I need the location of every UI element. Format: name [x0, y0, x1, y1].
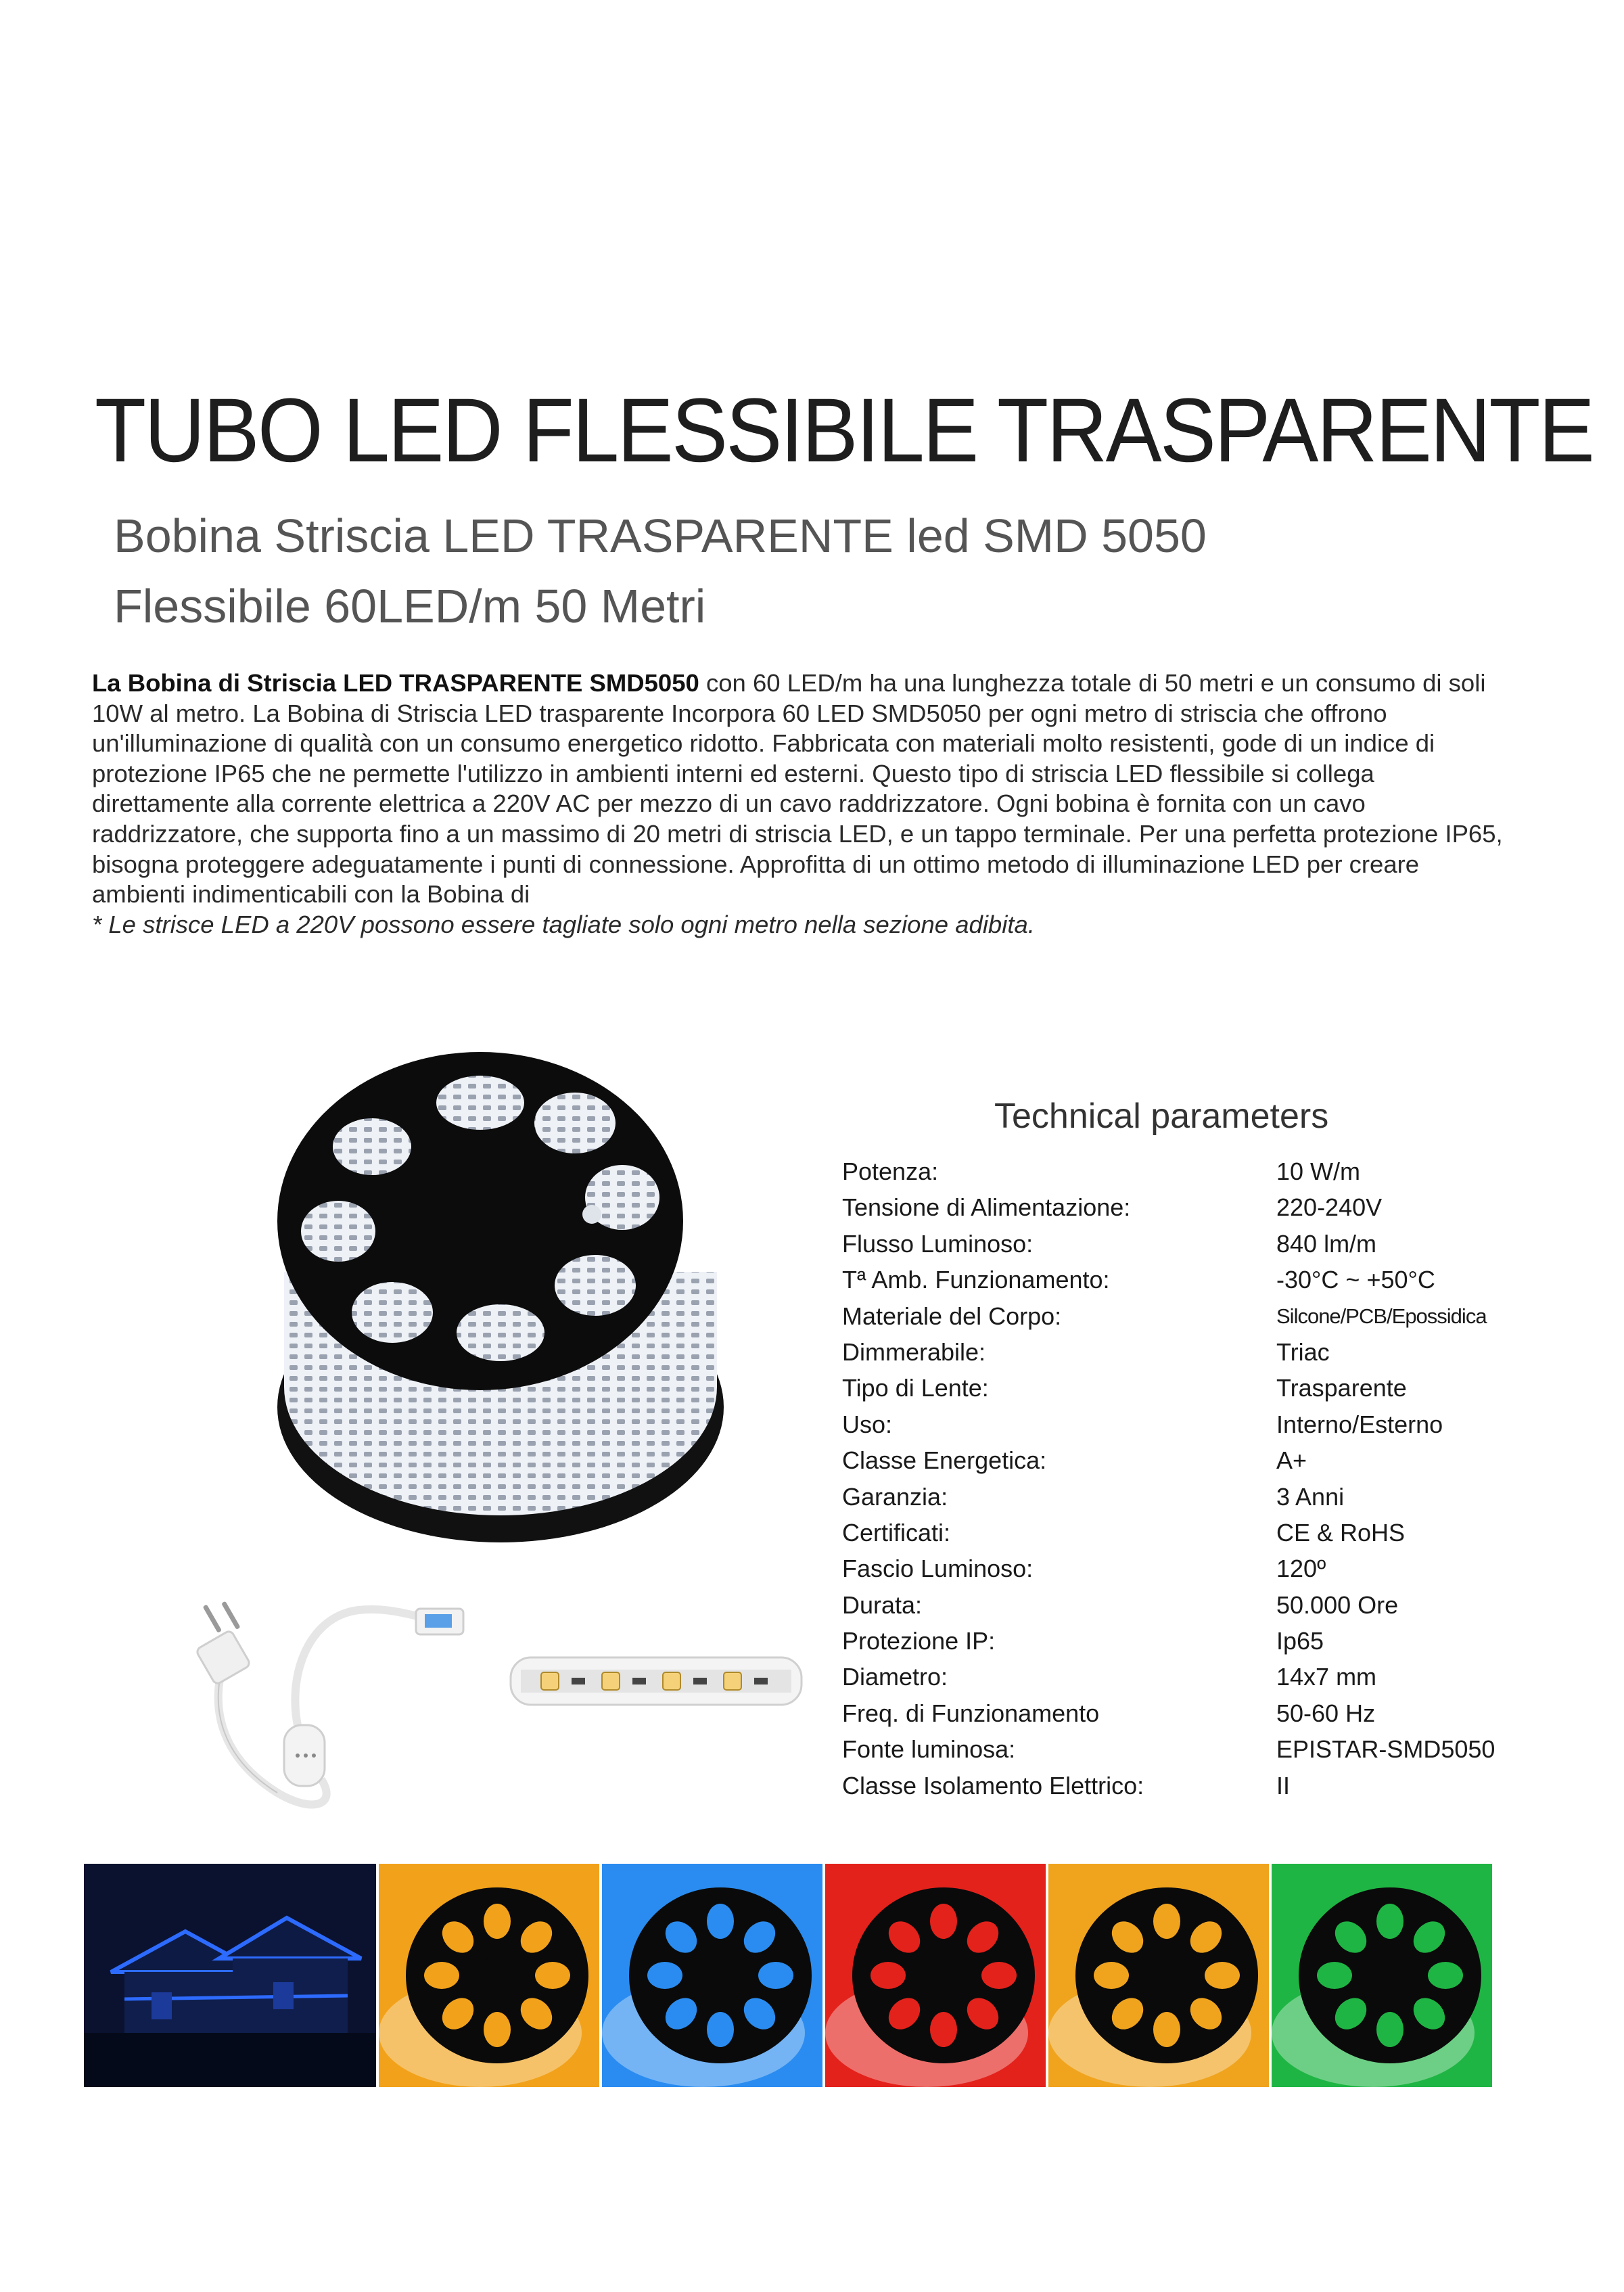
spec-value: A+ [1276, 1446, 1307, 1475]
spec-label: Diametro: [842, 1663, 948, 1691]
spec-label: Dimmerabile: [842, 1337, 986, 1366]
spec-row [842, 1768, 1518, 1804]
spec-row [842, 1695, 1518, 1731]
spec-value: EPISTAR-SMD5050 [1276, 1735, 1495, 1764]
spec-row [842, 1153, 1518, 1189]
spec-label: Tª Amb. Funzionamento: [842, 1266, 1110, 1294]
reel-variant-blue [602, 1864, 822, 2087]
spec-row [842, 1406, 1518, 1442]
spec-label: Freq. di Funzionamento [842, 1699, 1100, 1727]
reel-variant-yellow [379, 1864, 599, 2087]
spec-row [842, 1587, 1518, 1623]
spec-value: Interno/Esterno [1276, 1410, 1443, 1438]
spec-row [842, 1731, 1518, 1767]
spec-value: CE & RoHS [1276, 1518, 1406, 1546]
subtitle-line-1: Bobina Striscia LED TRASPARENTE led SMD 5050 [114, 509, 1207, 562]
spec-label: Certificati: [842, 1518, 951, 1546]
spec-label: Flusso Luminoso: [842, 1229, 1034, 1258]
spec-label: Protezione IP: [842, 1627, 996, 1655]
spec-label: Durata: [842, 1590, 923, 1619]
reel-variant-red [825, 1864, 1046, 2087]
spec-value: Ip65 [1276, 1627, 1324, 1655]
spec-row [842, 1262, 1518, 1298]
spec-value: Trasparente [1276, 1374, 1407, 1402]
spec-label: Tipo di Lente: [842, 1374, 989, 1402]
reel-variant-green [1272, 1864, 1492, 2087]
spec-row [842, 1189, 1518, 1225]
spec-label: Potenza: [842, 1158, 939, 1185]
spec-label: Tensione di Alimentazione: [842, 1193, 1131, 1222]
spec-value: -30°C ~ +50°C [1276, 1266, 1435, 1294]
spec-value: 220-240V [1276, 1193, 1383, 1222]
spec-row [842, 1659, 1518, 1695]
description-lead: La Bobina di Striscia LED TRASPARENTE SMD5050 [92, 669, 699, 697]
spec-label: Garanzia: [842, 1482, 948, 1511]
page-title: TUBO LED FLESSIBILE TRASPARENTE [95, 380, 1594, 481]
spec-label: Materiale del Corpo: [842, 1302, 1062, 1330]
house-illumination-image [84, 1864, 376, 2087]
spec-label: Classe Isolamento Elettrico: [842, 1771, 1144, 1800]
spec-row [842, 1479, 1518, 1515]
reel-variant-warm-yellow [1048, 1864, 1269, 2087]
description-body: con 60 LED/m ha una lunghezza totale di 50 metri e un consumo di soli 10W al metro. La Bobina di Striscia LED trasparente Incorpora 60 LED SMD5050 per ogni metro di striscia che offrono un'illuminazione di qualità con un consumo energetico ridotto. Fabbricata con materiali molto resistenti, gode di un indice di protezione IP65 che ne permette l'utilizzo in ambienti interni ed esterni. Questo tipo di striscia LED flessibile si collega direttamente alla corrente elettrica a 220V AC per mezzo di un cavo raddrizzatore. Ogni bobina è fornita con un cavo raddrizzatore, che supporta fino a un massimo di 20 metri di striscia LED, e un tappo terminale. Per una perfetta protezione IP65, bisogna proteggere adeguatamente i punti di connessione. Approfitta di un ottimo metodo di illuminazione LED per creare ambienti indimenticabili con la Bobina di [92, 669, 1503, 909]
technical-parameters-table [842, 1153, 1518, 1804]
spec-label: Fascio Luminoso: [842, 1555, 1034, 1583]
spec-value: 50-60 Hz [1276, 1699, 1376, 1727]
description-note: * Le strisce LED a 220V possono essere tagliate solo ogni metro nella sezione adibita. [92, 910, 1035, 938]
spec-row [842, 1551, 1518, 1586]
spec-value: 120º [1276, 1555, 1326, 1583]
led-reel-image [257, 1049, 730, 1563]
subtitle-line-2: Flessibile 60LED/m 50 Metri [114, 580, 706, 633]
spec-value: 50.000 Ore [1276, 1590, 1399, 1619]
spec-value: 3 Anni [1276, 1482, 1345, 1511]
spec-row [842, 1370, 1518, 1406]
spec-value: II [1276, 1771, 1291, 1800]
spec-row [842, 1623, 1518, 1659]
spec-row [842, 1226, 1518, 1262]
rectifier-cable-image [183, 1590, 467, 1820]
led-strip-closeup-image [507, 1637, 805, 1725]
spec-row [842, 1334, 1518, 1370]
spec-value: 14x7 mm [1276, 1663, 1377, 1691]
spec-row [842, 1442, 1518, 1478]
spec-label: Classe Energetica: [842, 1446, 1047, 1475]
spec-value: Triac [1276, 1337, 1330, 1366]
spec-row [842, 1515, 1518, 1551]
spec-value: 10 W/m [1276, 1158, 1361, 1185]
spec-label: Fonte luminosa: [842, 1735, 1016, 1764]
technical-parameters-title: Technical parameters [994, 1097, 1329, 1136]
spec-value: 840 lm/m [1276, 1229, 1377, 1258]
page-subtitle [114, 501, 1207, 641]
spec-label: Uso: [842, 1410, 893, 1438]
spec-row [842, 1298, 1518, 1334]
product-description [92, 668, 1506, 940]
spec-value: Silcone/PCB/Epossidica [1276, 1304, 1487, 1328]
